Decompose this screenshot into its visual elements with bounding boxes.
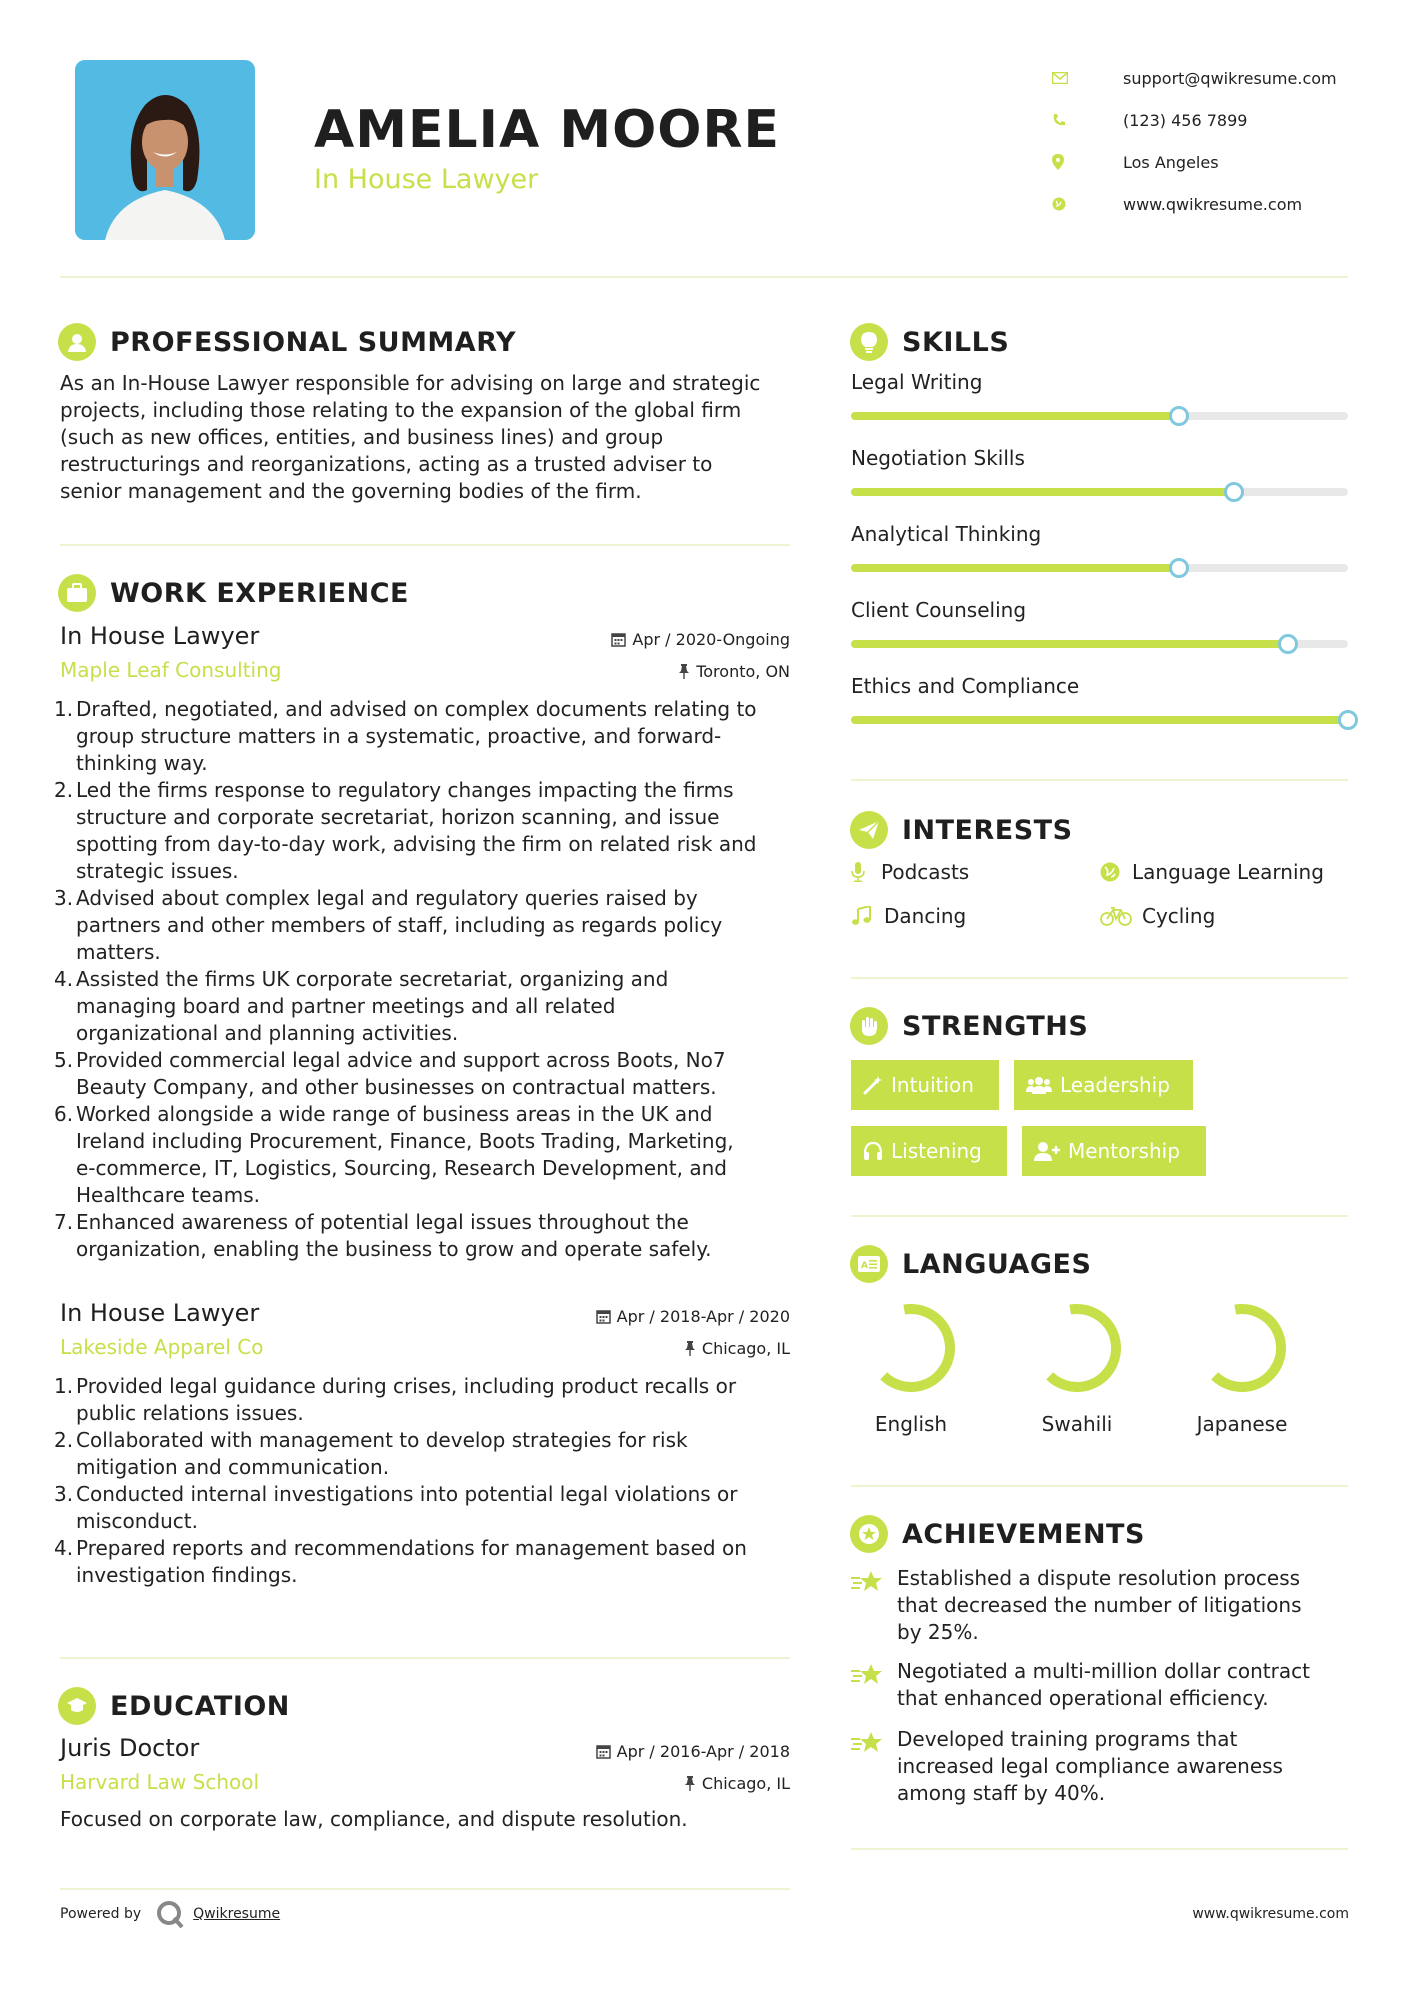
contact-email-text: support@qwikresume.com <box>1123 68 1337 88</box>
job-title: In House Lawyer <box>60 1299 260 1327</box>
skill-label: Client Counseling <box>851 598 1027 622</box>
interest-item <box>1100 860 1324 884</box>
achievement-line: increased legal compliance awareness <box>897 1754 1283 1778</box>
language-item <box>1017 1300 1137 1436</box>
shooting-star-icon <box>851 1567 885 1646</box>
briefcase-icon <box>58 574 96 612</box>
bullet-line: Provided legal guidance during crises, including product recalls or <box>76 1374 737 1398</box>
language-ring <box>1017 1300 1137 1400</box>
job-entry <box>54 622 790 1263</box>
skill-fill <box>851 412 1179 420</box>
job-bullet <box>54 696 790 777</box>
footer-website[interactable]: www.qwikresume.com <box>1192 1906 1349 1922</box>
education-location <box>684 1774 790 1793</box>
bullet-line: Healthcare teams. <box>76 1183 261 1207</box>
education-entry <box>60 1734 790 1833</box>
strength-label: Mentorship <box>1068 1139 1180 1163</box>
skill-knob[interactable] <box>1224 482 1244 502</box>
bullet-line: organization, enabling the business to grow and operate safely. <box>76 1237 712 1261</box>
bullet-text <box>76 1481 737 1535</box>
footer-powered <box>60 1899 280 1929</box>
education-date-text: Apr / 2016-Apr / 2018 <box>616 1742 790 1761</box>
strengths-heading <box>850 1007 1088 1045</box>
achievement-text <box>897 1565 1302 1646</box>
achievements-heading <box>850 1515 1145 1553</box>
calendar-icon <box>596 1744 611 1759</box>
strength-tag <box>851 1126 1007 1176</box>
lightbulb-icon <box>850 323 888 361</box>
summary-text <box>60 370 800 505</box>
job-bullet <box>54 1373 790 1427</box>
skill-fill <box>851 640 1288 648</box>
bullet-line: matters. <box>76 940 161 964</box>
microphone-icon <box>851 862 881 882</box>
interests-divider <box>851 977 1348 979</box>
bullet-line: managing board and partner meetings and all related <box>76 994 616 1018</box>
job-bullet <box>54 1209 790 1263</box>
graduation-icon <box>58 1687 96 1725</box>
job-bullet <box>54 1101 790 1209</box>
skill-knob[interactable] <box>1169 558 1189 578</box>
bullet-line: spotting from day-to-day work, advising the firm on related risk and <box>76 832 757 856</box>
summary-line: restructurings and reorganizations, acting as a trusted adviser to <box>60 452 713 476</box>
education-location-text: Chicago, IL <box>701 1774 790 1793</box>
job-bullets <box>54 1373 790 1589</box>
star-badge-icon <box>850 1515 888 1553</box>
skill-label: Legal Writing <box>851 370 983 394</box>
bullet-text <box>76 1047 726 1101</box>
strength-label: Leadership <box>1060 1073 1170 1097</box>
map-pin-icon <box>1052 154 1088 170</box>
work-heading <box>58 574 409 612</box>
achievement-line: Established a dispute resolution process <box>897 1566 1301 1590</box>
education-divider <box>60 1888 790 1890</box>
summary-line: projects, including those relating to the expansion of the global firm <box>60 398 742 422</box>
bullet-line: strategic issues. <box>76 859 239 883</box>
job-entry <box>54 1299 790 1589</box>
achievement-line: that decreased the number of litigations <box>897 1593 1302 1617</box>
bullet-line: misconduct. <box>76 1509 198 1533</box>
job-bullets <box>54 696 790 1263</box>
job-bullet <box>54 966 790 1047</box>
skill-knob[interactable] <box>1278 634 1298 654</box>
bullet-line: Conducted internal investigations into potential legal violations or <box>76 1482 738 1506</box>
job-location-text: Chicago, IL <box>701 1339 790 1358</box>
bullet-line: Prepared reports and recommendations for management based on <box>76 1536 747 1560</box>
education-description: Focused on corporate law, compliance, and dispute resolution. <box>60 1807 688 1831</box>
calendar-icon <box>611 632 626 647</box>
bullet-text <box>76 966 668 1047</box>
bullet-line: structure and corporate secretariat, horizon scanning, and issue <box>76 805 720 829</box>
bullet-number: 2. <box>54 1428 74 1452</box>
bullet-line: Collaborated with management to develop strategies for risk <box>76 1428 688 1452</box>
contact-info <box>1052 57 1372 225</box>
globe-icon <box>1052 197 1088 211</box>
qwikresume-link[interactable]: Qwikresume <box>193 1906 281 1922</box>
summary-line: As an In-House Lawyer responsible for advising on large and strategic <box>60 371 761 395</box>
job-date-text: Apr / 2020-Ongoing <box>632 630 790 649</box>
achievement-line: Negotiated a multi-million dollar contract <box>897 1659 1310 1683</box>
job-bullet <box>54 1481 790 1535</box>
skill-label: Negotiation Skills <box>851 446 1025 470</box>
job-company: Lakeside Apparel Co <box>60 1335 264 1359</box>
skill-item <box>851 522 1348 546</box>
languages-divider <box>851 1485 1348 1487</box>
bullet-line: Advised about complex legal and regulatory queries raised by <box>76 886 698 910</box>
work-divider <box>60 1657 790 1659</box>
achievement-line: that enhanced operational efficiency. <box>897 1686 1269 1710</box>
contact-email[interactable] <box>1052 57 1372 99</box>
languages-title: LANGUAGES <box>902 1248 1092 1280</box>
achievement-line: Developed training programs that <box>897 1727 1238 1751</box>
shooting-star-icon <box>851 1728 885 1807</box>
language-label: Swahili <box>1041 1412 1113 1436</box>
bullet-number: 6. <box>54 1102 74 1126</box>
bullet-text <box>76 1373 736 1427</box>
language-ring <box>851 1300 971 1400</box>
skill-track <box>851 412 1348 420</box>
contact-location <box>1052 141 1372 183</box>
job-bullet <box>54 1535 790 1589</box>
bullet-number: 7. <box>54 1210 74 1234</box>
bullet-text <box>76 885 722 966</box>
skill-track <box>851 488 1348 496</box>
achievement-text <box>897 1726 1283 1807</box>
skills-heading <box>850 323 1009 361</box>
strength-label: Listening <box>891 1139 982 1163</box>
strengths-title: STRENGTHS <box>902 1010 1089 1042</box>
language-item <box>1182 1300 1302 1436</box>
achievement-line: among staff by 40%. <box>897 1781 1106 1805</box>
profile-photo <box>75 60 255 240</box>
interest-item <box>851 860 969 884</box>
paper-plane-icon <box>850 811 888 849</box>
bicycle-icon <box>1100 906 1142 926</box>
job-date-text: Apr / 2018-Apr / 2020 <box>616 1307 790 1326</box>
job-bullet <box>54 777 790 885</box>
achievement-line: by 25%. <box>897 1620 979 1644</box>
powered-by-label: Powered by <box>60 1906 142 1922</box>
headphones-icon <box>863 1141 883 1161</box>
languages-heading <box>850 1245 1091 1283</box>
job-location <box>684 1339 790 1358</box>
skill-item <box>851 370 1348 394</box>
achievement-item <box>851 1565 1351 1646</box>
contact-website[interactable] <box>1052 183 1372 225</box>
contact-phone-text: (123) 456 7899 <box>1123 110 1248 130</box>
strength-tag <box>1014 1060 1193 1110</box>
education-heading <box>58 1687 290 1725</box>
bullet-number: 3. <box>54 886 74 910</box>
language-item <box>851 1300 971 1436</box>
bullet-line: thinking way. <box>76 751 208 775</box>
skills-title: SKILLS <box>902 326 1010 358</box>
skills-divider <box>851 779 1348 781</box>
interest-label: Podcasts <box>881 860 970 884</box>
pin-icon <box>684 1341 696 1356</box>
achievement-item <box>851 1658 1351 1712</box>
bullet-line: Beauty Company, and other businesses on contractual matters. <box>76 1075 717 1099</box>
interest-label: Language Learning <box>1132 860 1324 884</box>
strength-tag <box>1022 1126 1206 1176</box>
strength-tag <box>851 1060 999 1110</box>
contact-location-text: Los Angeles <box>1123 152 1219 172</box>
globe-icon <box>1100 862 1132 882</box>
summary-divider <box>60 544 790 546</box>
bullet-number: 3. <box>54 1482 74 1506</box>
job-location <box>678 662 790 681</box>
language-label: English <box>874 1412 948 1436</box>
user-plus-icon <box>1034 1141 1060 1161</box>
bullet-text <box>76 1101 734 1209</box>
bullet-line: organizational and planning activities. <box>76 1021 459 1045</box>
summary-heading <box>58 323 516 361</box>
pin-icon <box>678 664 690 679</box>
language-ring <box>1182 1300 1302 1400</box>
users-icon <box>1026 1075 1052 1095</box>
strengths-divider <box>851 1215 1348 1217</box>
bullet-number: 1. <box>54 1374 74 1398</box>
language-icon <box>850 1245 888 1283</box>
achievement-item <box>851 1726 1351 1807</box>
job-bullet <box>54 1427 790 1481</box>
pin-icon <box>684 1776 696 1791</box>
contact-website-text: www.qwikresume.com <box>1123 194 1303 214</box>
language-label: Japanese <box>1196 1412 1288 1436</box>
magic-wand-icon <box>863 1075 883 1095</box>
summary-line: senior management and the governing bodies of the firm. <box>60 479 642 503</box>
achievements-title: ACHIEVEMENTS <box>902 1518 1145 1550</box>
degree-title: Juris Doctor <box>60 1734 200 1762</box>
skill-track <box>851 716 1348 724</box>
bullet-line: public relations issues. <box>76 1401 304 1425</box>
hand-icon <box>850 1007 888 1045</box>
interest-label: Cycling <box>1142 904 1216 928</box>
candidate-role: In House Lawyer <box>314 164 539 195</box>
phone-icon <box>1052 113 1088 127</box>
skill-label: Ethics and Compliance <box>851 674 1080 698</box>
interest-label: Dancing <box>884 904 967 928</box>
user-icon <box>58 323 96 361</box>
interests-title: INTERESTS <box>902 814 1073 846</box>
bullet-line: Ireland including Procurement, Finance, Boots Trading, Marketing, <box>76 1129 734 1153</box>
calendar-icon <box>596 1309 611 1324</box>
education-date <box>596 1742 790 1761</box>
music-icon <box>851 906 884 926</box>
bullet-line: mitigation and communication. <box>76 1455 390 1479</box>
bullet-line: Assisted the firms UK corporate secretariat, organizing and <box>76 967 669 991</box>
bullet-text <box>76 1427 688 1481</box>
skill-fill <box>851 716 1348 724</box>
bullet-line: Led the firms response to regulatory changes impacting the firms <box>76 778 734 802</box>
job-bullet <box>54 885 790 966</box>
bullet-line: partners and other members of staff, including as regards policy <box>76 913 723 937</box>
bullet-number: 4. <box>54 967 74 991</box>
job-location-text: Toronto, ON <box>696 662 790 681</box>
candidate-name: AMELIA MOORE <box>314 100 781 160</box>
bullet-text <box>76 1209 712 1263</box>
job-date <box>596 1307 790 1326</box>
skill-knob[interactable] <box>1169 406 1189 426</box>
shooting-star-icon <box>851 1660 885 1712</box>
skill-track <box>851 564 1348 572</box>
contact-phone[interactable] <box>1052 99 1372 141</box>
bullet-line: Provided commercial legal advice and support across Boots, No7 <box>76 1048 726 1072</box>
interest-item <box>1100 904 1215 928</box>
bullet-line: Enhanced awareness of potential legal issues throughout the <box>76 1210 689 1234</box>
bullet-number: 1. <box>54 697 74 721</box>
envelope-icon <box>1052 72 1088 84</box>
skill-label: Analytical Thinking <box>851 522 1042 546</box>
bullet-number: 4. <box>54 1536 74 1560</box>
strength-label: Intuition <box>891 1073 974 1097</box>
job-date <box>611 630 790 649</box>
svg-text:A: A <box>861 1261 868 1271</box>
skill-fill <box>851 488 1234 496</box>
school-name: Harvard Law School <box>60 1770 260 1794</box>
qwikresume-logo-icon <box>155 1899 185 1929</box>
job-title: In House Lawyer <box>60 622 260 650</box>
bullet-line: Worked alongside a wide range of business areas in the UK and <box>76 1102 713 1126</box>
bullet-line: e-commerce, IT, Logistics, Sourcing, Research Development, and <box>76 1156 727 1180</box>
interests-heading <box>850 811 1073 849</box>
job-company: Maple Leaf Consulting <box>60 658 282 682</box>
bullet-number: 5. <box>54 1048 74 1072</box>
bullet-text <box>76 1535 747 1589</box>
summary-line: (such as new offices, entities, and business lines) and group <box>60 425 664 449</box>
summary-title: PROFESSIONAL SUMMARY <box>110 326 517 358</box>
bullet-number: 2. <box>54 778 74 802</box>
interest-item <box>851 904 966 928</box>
skill-track <box>851 640 1348 648</box>
achievements-divider <box>851 1848 1348 1850</box>
bullet-line: Drafted, negotiated, and advised on complex documents relating to <box>76 697 757 721</box>
skill-item <box>851 446 1348 470</box>
header-divider <box>60 276 1348 278</box>
achievement-text <box>897 1658 1310 1712</box>
bullet-line: group structure matters in a systematic, proactive, and forward- <box>76 724 722 748</box>
job-bullet <box>54 1047 790 1101</box>
bullet-line: investigation findings. <box>76 1563 298 1587</box>
bullet-text <box>76 777 756 885</box>
skill-knob[interactable] <box>1338 710 1358 730</box>
education-title: EDUCATION <box>110 1690 290 1722</box>
bullet-text <box>76 696 757 777</box>
skill-item <box>851 674 1348 698</box>
work-title: WORK EXPERIENCE <box>110 577 409 609</box>
skill-fill <box>851 564 1179 572</box>
skill-item <box>851 598 1348 622</box>
